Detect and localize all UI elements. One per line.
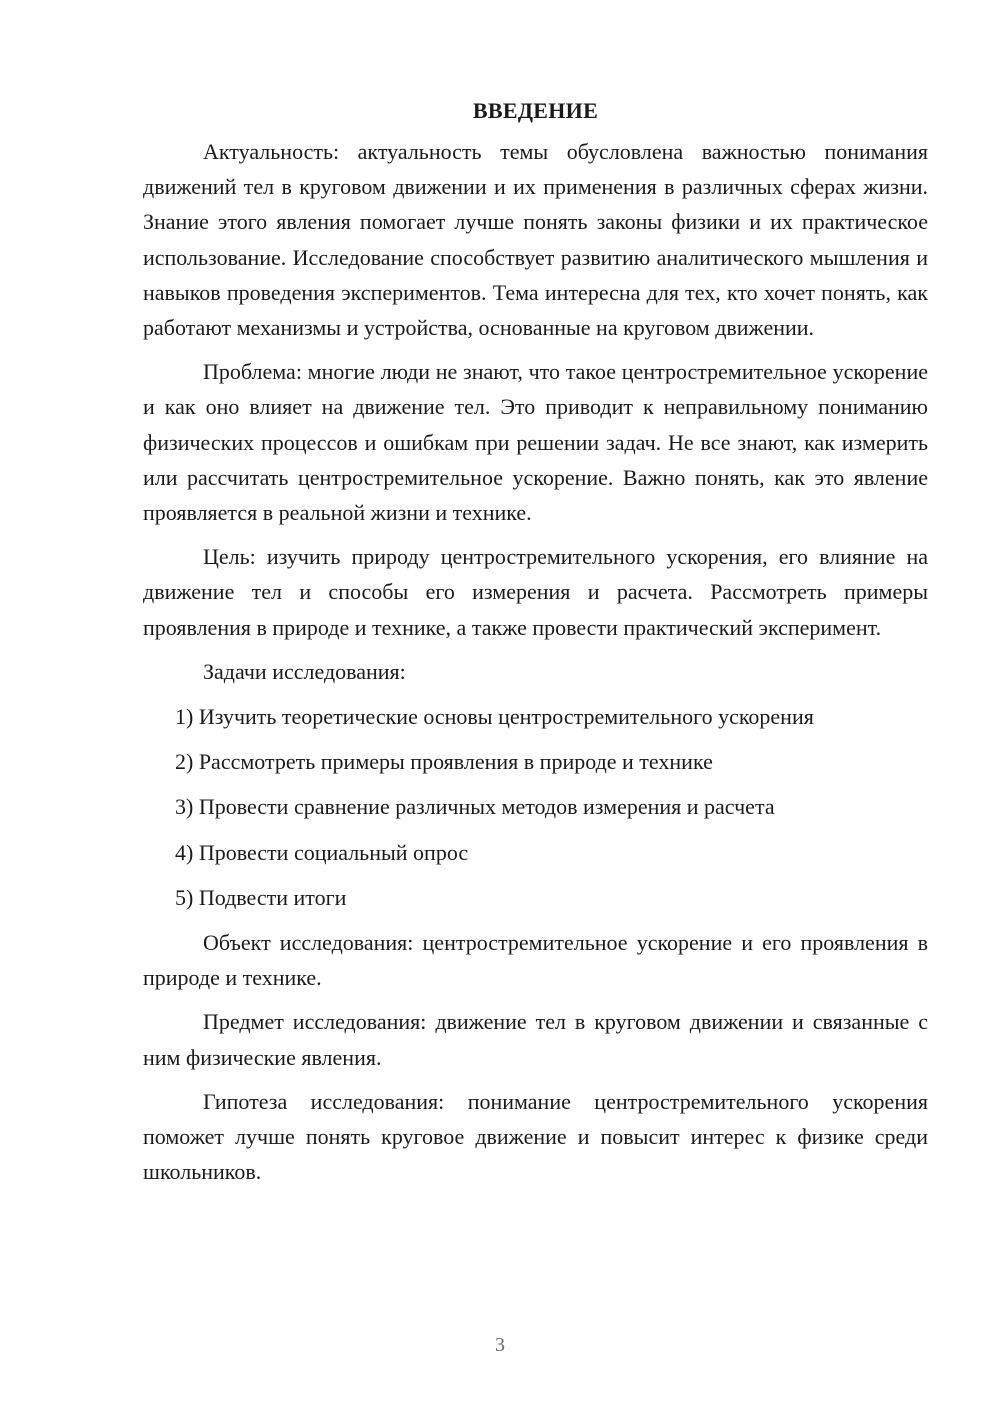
task-item: 2) Рассмотреть примеры проявления в природе и технике xyxy=(175,749,713,775)
task-item: 1) Изучить теоретические основы центростремительного ускорения xyxy=(175,704,814,730)
task-item: 5) Подвести итоги xyxy=(175,884,347,910)
subject-paragraph: Предмет исследования: движение тел в круговом движении и связанные с ним физические явления. xyxy=(143,1009,928,1070)
problem-paragraph: Проблема: многие люди не знают, что такое центростремительное ускорение и как оно влияет на движение тел. Это приводит к неправильному пониманию физических процессов и ошибкам при решении задач. Не все знают, как измерить или рассчитать центростремительное ускорение. Важно понять, как это явление проявляется в реальной жизни и технике. xyxy=(143,359,928,526)
task-item: 4) Провести социальный опрос xyxy=(175,839,469,865)
page-body xyxy=(143,96,928,1198)
relevance-paragraph: Актуальность: актуальность темы обусловлена важностью понимания движений тел в круговом движении и их применения в различных сферах жизни. Знание этого явления помогает лучше понять законы физики и их практическое использование. Исследование способствует развитию аналитического мышления и навыков проведения экспериментов. Тема интересна для тех, кто хочет понять, как работают механизмы и устройства, основанные на круговом движении. xyxy=(143,139,928,341)
page-number: 3 xyxy=(495,1334,505,1356)
goal-paragraph: Цель: изучить природу центростремительного ускорения, его влияние на движение тел и способы его измерения и расчета. Рассмотреть примеры проявления в природе и технике, а также провести практический эксперимент. xyxy=(143,544,928,640)
page-title: ВВЕДЕНИЕ xyxy=(472,98,599,123)
tasks-heading: Задачи исследования: xyxy=(203,658,406,684)
hypothesis-paragraph: Гипотеза исследования: понимание центростремительного ускорения поможет лучше понять круговое движение и повысит интерес к физике среди школьников. xyxy=(143,1088,928,1185)
task-item: 3) Провести сравнение различных методов измерения и расчета xyxy=(175,794,775,820)
object-paragraph: Объект исследования: центростремительное ускорение и его проявления в природе и технике. xyxy=(143,930,928,991)
